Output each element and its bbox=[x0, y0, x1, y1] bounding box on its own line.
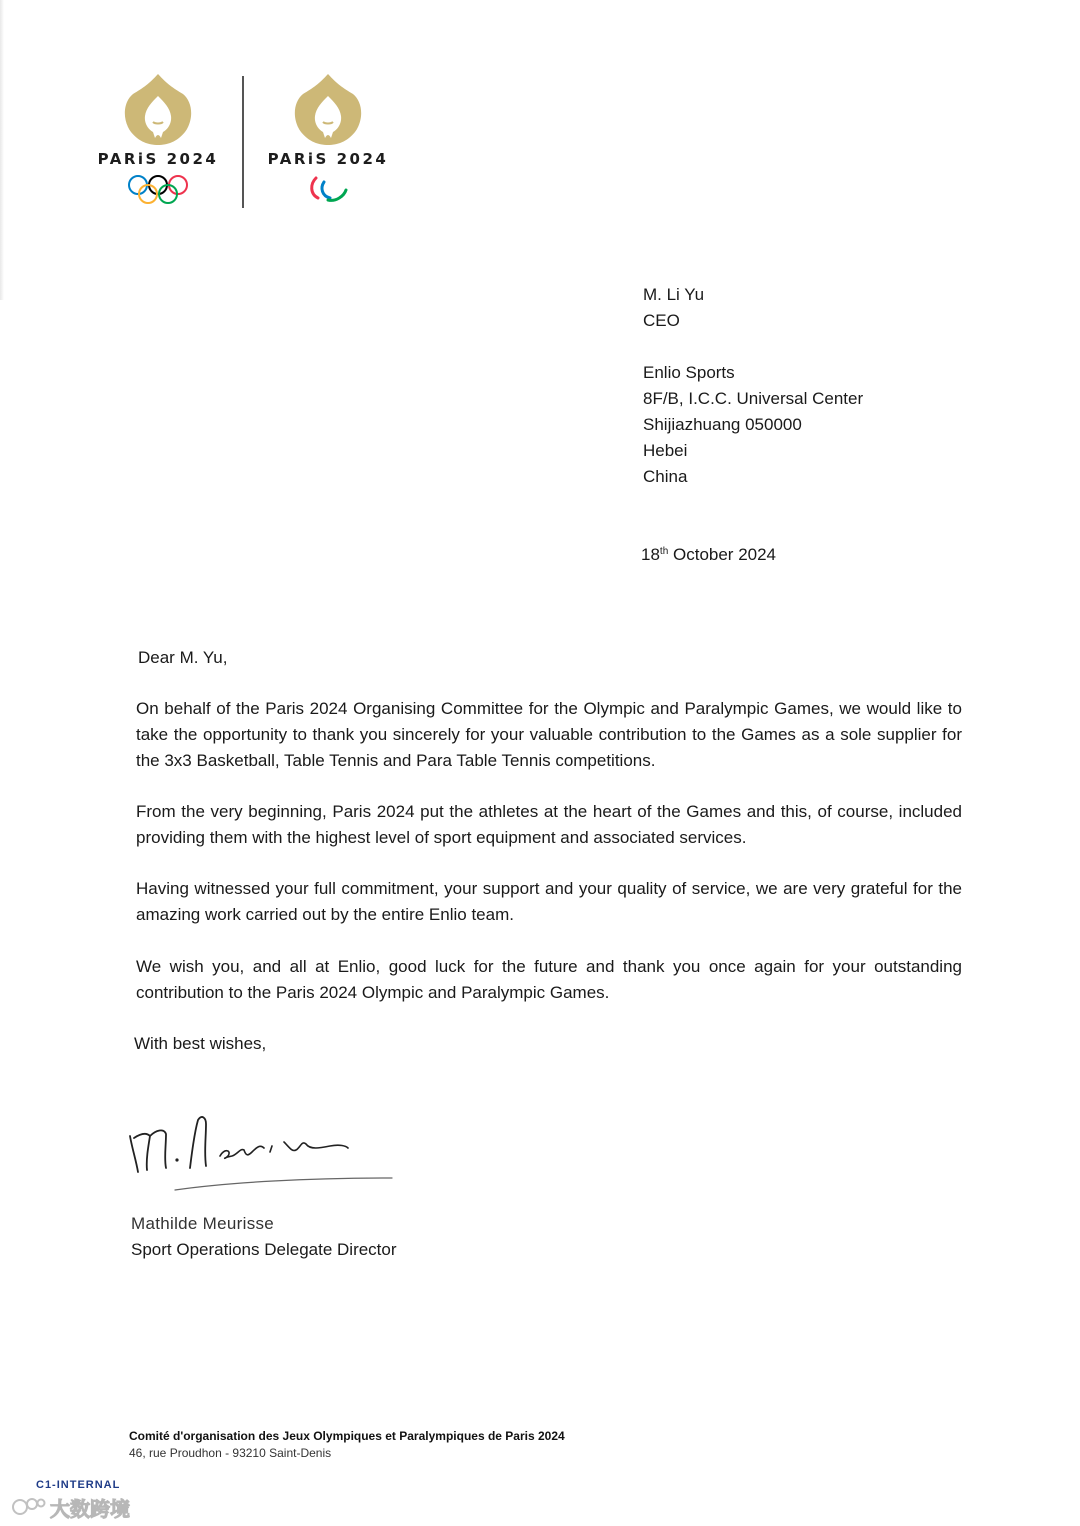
letter-date bbox=[641, 542, 776, 568]
body-paragraph: We wish you, and all at Enlio, good luck for the future and thank you once again for your outstanding contribution to the Paris 2024 Olympic and Paralympic Games. bbox=[136, 957, 962, 1002]
signer-name: Mathilde Meurisse bbox=[131, 1214, 275, 1233]
flame-face-icon bbox=[88, 72, 228, 146]
recipient-name: M. Li Yu bbox=[643, 285, 705, 304]
date-suffix: th bbox=[659, 546, 669, 557]
flame-face-icon bbox=[258, 72, 398, 146]
paris-2024-paralympic-logo bbox=[258, 72, 398, 204]
recipient-country: China bbox=[643, 467, 688, 486]
body-paragraph: Having witnessed your full commitment, your support and your quality of service, we are very grateful for the amazing work carried out by the entire Enlio team. bbox=[136, 879, 962, 924]
paralympic-wordmark: PARiS 2024 bbox=[267, 150, 389, 168]
date-rest: October 2024 bbox=[673, 545, 777, 564]
date-day: 18 bbox=[641, 545, 660, 564]
classification-label: C1-INTERNAL bbox=[36, 1479, 121, 1491]
footer-organisation: Comité d'organisation des Jeux Olympiques et Paralympiques de Paris 2024 bbox=[129, 1429, 565, 1443]
watermark-logo-icon bbox=[10, 1495, 46, 1519]
recipient-address-line: 8F/B, I.C.C. Universal Center bbox=[643, 389, 864, 408]
body-paragraph: On behalf of the Paris 2024 Organising Committee for the Olympic and Paralympic Games, we would like to take the opportunity to thank you sincerely for your valuable contribution to the Games as a sole supplier for the 3x3 Basketball, Table Tennis and Para Table Tennis competitions. bbox=[136, 699, 962, 770]
scan-edge bbox=[0, 0, 4, 300]
logo-divider bbox=[242, 76, 244, 208]
signer-block bbox=[131, 1211, 397, 1263]
recipient-province: Hebei bbox=[643, 441, 688, 460]
recipient-city: Shijiazhuang 050000 bbox=[643, 415, 802, 434]
salutation: Dear M. Yu, bbox=[138, 648, 228, 667]
watermark-text: 大数跨境 bbox=[50, 1496, 130, 1521]
recipient-address bbox=[643, 282, 863, 490]
agitos-icon bbox=[258, 174, 398, 204]
footer bbox=[129, 1428, 565, 1462]
recipient-company: Enlio Sports bbox=[643, 363, 735, 382]
closing: With best wishes, bbox=[134, 1034, 267, 1053]
watermark bbox=[10, 1492, 130, 1522]
signer-title: Sport Operations Delegate Director bbox=[131, 1240, 397, 1259]
paris-2024-olympic-logo bbox=[88, 72, 228, 206]
recipient-title: CEO bbox=[643, 311, 680, 330]
footer-address: 46, rue Proudhon - 93210 Saint-Denis bbox=[129, 1446, 332, 1460]
olympic-rings-icon bbox=[88, 174, 228, 206]
body-paragraph: From the very beginning, Paris 2024 put the athletes at the heart of the Games and this, of course, included providing them with the highest level of sport equipment and associated services. bbox=[136, 802, 962, 847]
handwritten-signature bbox=[120, 1108, 410, 1198]
olympic-wordmark: PARiS 2024 bbox=[97, 150, 219, 168]
